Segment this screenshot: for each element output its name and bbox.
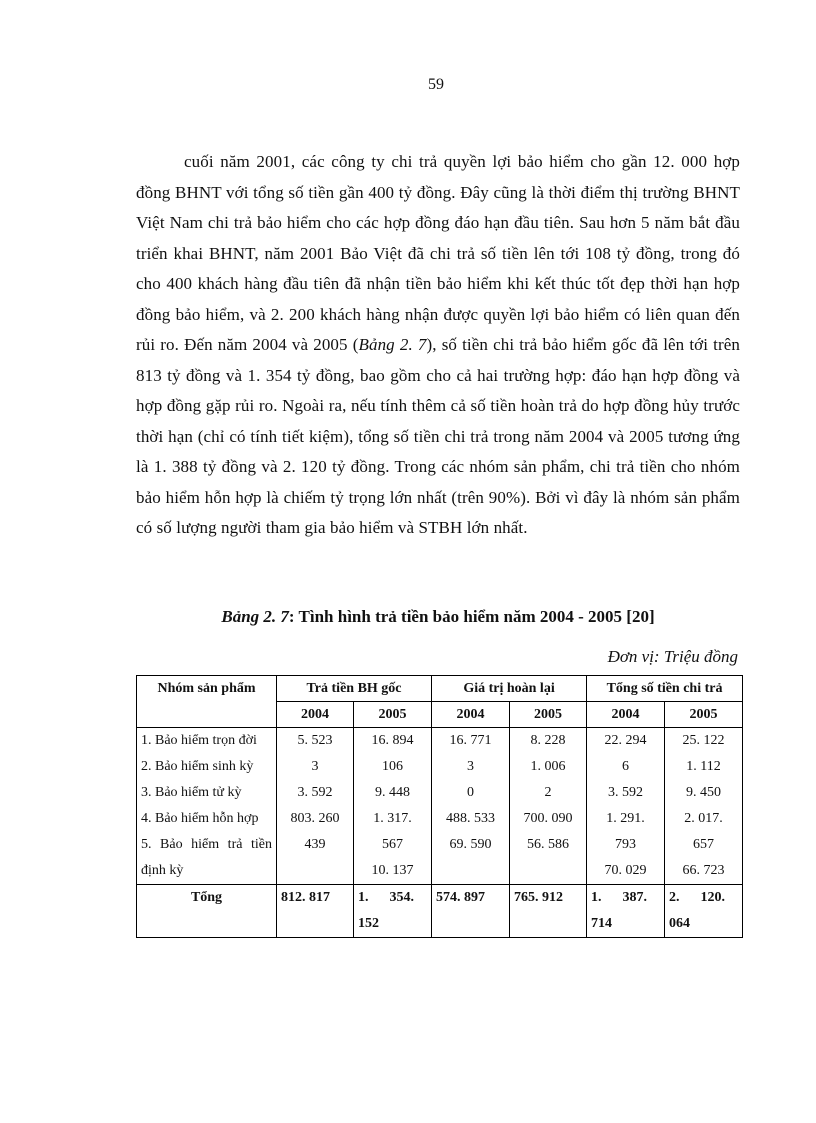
header-surrender-value: Giá trị hoàn lại [432, 676, 587, 702]
total-surrender-2004: 574. 897 [432, 885, 510, 938]
surrender-2005-cell: 8. 228 1. 006 2 700. 090 56. 586 [510, 728, 587, 885]
header-year: 2005 [665, 702, 743, 728]
payout-table [136, 675, 743, 938]
paragraph-text-part-1: cuối năm 2001, các công ty chi trả quyền lợi bảo hiểm cho gần 12. 000 hợp đồng BHNT với tổng số tiền gần 400 tỷ đồng. Đây cũng là thời điểm thị trường BHNT Việt Nam chi trả bảo hiểm cho các hợp đồng đáo hạn đầu tiên. Sau hơn 5 năm bắt đầu triển khai BHNT, năm 2001 Bảo Việt đã chi trả số tiền lên tới 108 tỷ đồng, trong đó cho 400 khách hàng đầu tiên đã nhận tiền bảo hiểm khi kết thúc tốt đẹp thời hạn hợp đồng bảo hiểm, và 2. 200 khách hàng nhận được quyền lợi bảo hiểm có liên quan đến rủi ro. Đến năm 2004 và 2005 ( [136, 152, 740, 354]
total-payout-2005: 2. 120. 064 [665, 885, 743, 938]
body-paragraph [136, 147, 740, 544]
paragraph-text-part-2: ), số tiền chi trả bảo hiểm gốc đã lên tới trên 813 tỷ đồng và 1. 354 tỷ đồng, bao gồm cho cả hai trường hợp: đáo hạn hợp đồng và hợp đồng gặp rủi ro. Ngoài ra, nếu tính thêm cả số tiền hoàn trả do hợp đồng hủy trước thời hạn (chỉ có tính tiết kiệm), tổng số tiền chi trả trong năm 2004 và 2005 tương ứng là 1. 388 tỷ đồng và 2. 120 tỷ đồng. Trong các nhóm sản phẩm, chi trả tiền cho nhóm bảo hiểm hỗn hợp là chiếm tỷ trọng lớn nhất (trên 90%). Bởi vì đây là nhóm sản phẩm có số lượng người tham gia bảo hiểm và STBH lớn nhất. [136, 335, 740, 537]
total-original-2004: 812. 817 [277, 885, 354, 938]
total-surrender-2005: 765. 912 [510, 885, 587, 938]
table-caption-label: Bảng 2. 7 [221, 607, 289, 626]
unit-note: Đơn vị: Triệu đồng [607, 647, 738, 666]
table-caption-text: : Tình hình trả tiền bảo hiểm năm 2004 - 2005 [20] [288, 607, 655, 626]
table-body-row [137, 728, 743, 885]
header-product-group: Nhóm sản phẩm [137, 676, 277, 728]
header-year: 2005 [354, 702, 432, 728]
header-row-groups [137, 676, 743, 702]
header-year: 2004 [432, 702, 510, 728]
product-labels-cell: 1. Bảo hiểm trọn đời 2. Bảo hiểm sinh kỳ 3. Bảo hiểm tử kỳ 4. Bảo hiểm hỗn hợp 5. Bảo hiểm trả tiền định kỳ [137, 728, 277, 885]
total-row [137, 885, 743, 938]
total-label: Tổng [137, 885, 277, 938]
total-original-2005: 1. 354. 152 [354, 885, 432, 938]
page-number: 59 [428, 76, 444, 93]
total-2005-cell: 25. 122 1. 112 9. 450 2. 017. 657 66. 723 [665, 728, 743, 885]
header-year: 2004 [587, 702, 665, 728]
total-2004-cell: 22. 294 6 3. 592 1. 291. 793 70. 029 [587, 728, 665, 885]
original-2005-cell: 16. 894 106 9. 448 1. 317. 567 10. 137 [354, 728, 432, 885]
header-year: 2005 [510, 702, 587, 728]
header-original-payout: Trả tiền BH gốc [277, 676, 432, 702]
original-2004-cell: 5. 523 3 3. 592 803. 260 439 [277, 728, 354, 885]
table-reference: Bảng 2. 7 [358, 335, 427, 354]
header-year: 2004 [277, 702, 354, 728]
total-payout-2004: 1. 387. 714 [587, 885, 665, 938]
table-caption [136, 607, 740, 627]
header-total-payout: Tổng số tiền chi trả [587, 676, 743, 702]
surrender-2004-cell: 16. 771 3 0 488. 533 69. 590 [432, 728, 510, 885]
